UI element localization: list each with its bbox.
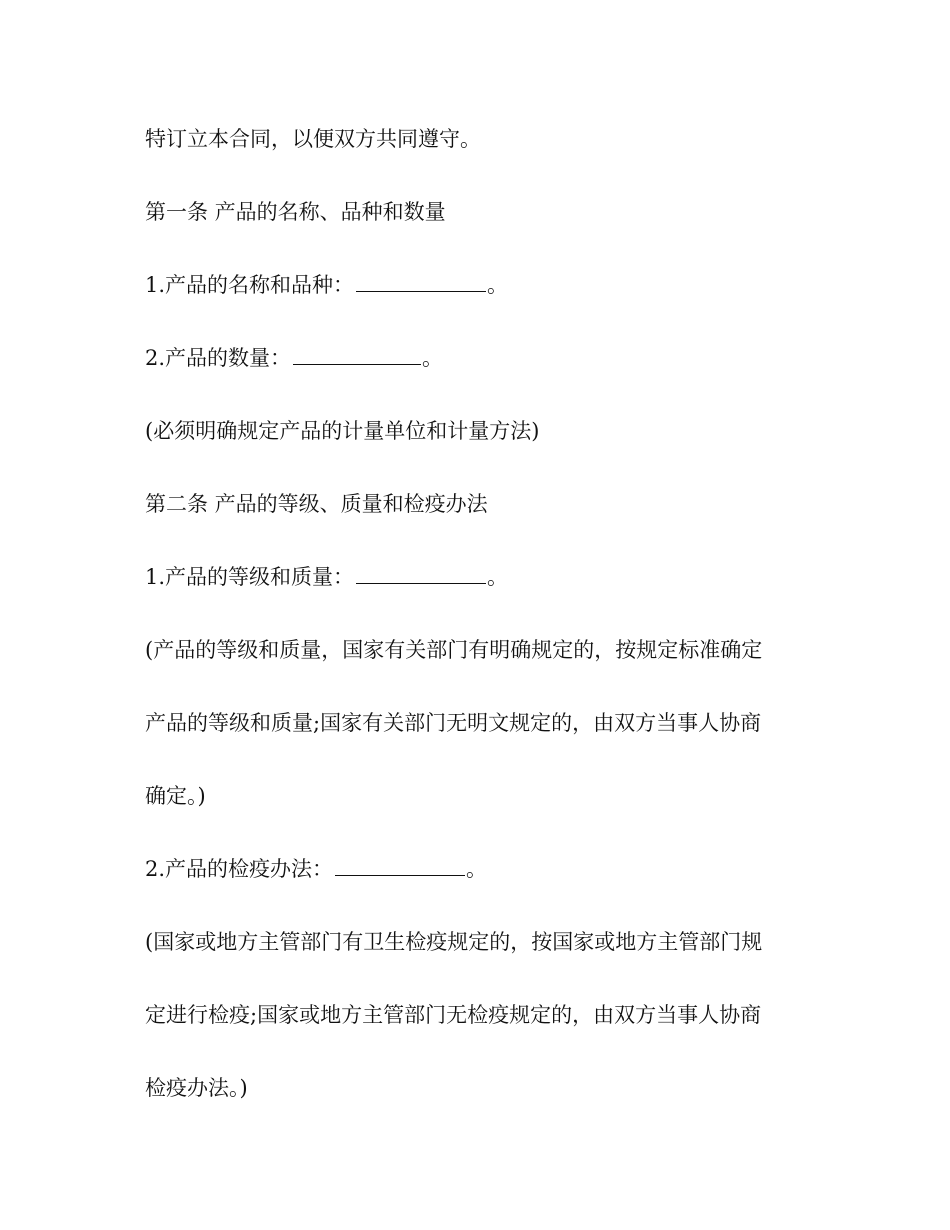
- paragraph-line: [145, 994, 805, 1067]
- heading-text: 第二条 产品的等级、质量和检疫办法: [145, 492, 488, 516]
- paragraph-text: (必须明确规定产品的计量单位和计量方法): [145, 419, 540, 443]
- fill-in-line: [145, 848, 805, 921]
- paragraph-text: 定进行检疫;国家或地方主管部门无检疫规定的，由双方当事人协商: [145, 1003, 762, 1027]
- fill-in-line: [145, 556, 805, 629]
- blank-field: [335, 856, 465, 876]
- paragraph-line: [145, 775, 805, 848]
- field-label: 1.产品的等级和质量：: [145, 565, 355, 589]
- document-body: [145, 118, 805, 1140]
- blank-field: [293, 345, 421, 365]
- paragraph-line: [145, 921, 805, 994]
- fill-in-line: [145, 264, 805, 337]
- field-suffix: 。: [487, 273, 509, 297]
- fill-in-line: [145, 337, 805, 410]
- paragraph-text: (国家或地方主管部门有卫生检疫规定的，按国家或地方主管部门规: [145, 930, 763, 954]
- field-label: 2.产品的检疫办法：: [145, 857, 334, 881]
- paragraph-text: 检疫办法。): [145, 1076, 248, 1100]
- field-suffix: 。: [487, 565, 509, 589]
- paragraph-line: [145, 118, 805, 191]
- field-label: 1.产品的名称和品种：: [145, 273, 355, 297]
- paragraph-line: [145, 629, 805, 702]
- paragraph-text: 产品的等级和质量;国家有关部门无明文规定的，由双方当事人协商: [145, 711, 762, 735]
- field-suffix: 。: [422, 346, 444, 370]
- paragraph-line: [145, 410, 805, 483]
- article-heading: [145, 483, 805, 556]
- paragraph-line: [145, 1067, 805, 1140]
- paragraph-line: [145, 702, 805, 775]
- blank-field: [356, 272, 486, 292]
- paragraph-text: (产品的等级和质量，国家有关部门有明确规定的，按规定标准确定: [145, 638, 763, 662]
- paragraph-text: 特订立本合同，以便双方共同遵守。: [145, 127, 481, 151]
- paragraph-text: 确定。): [145, 784, 206, 808]
- heading-text: 第一条 产品的名称、品种和数量: [145, 200, 446, 224]
- blank-field: [356, 564, 486, 584]
- field-suffix: 。: [466, 857, 488, 881]
- article-heading: [145, 191, 805, 264]
- field-label: 2.产品的数量：: [145, 346, 292, 370]
